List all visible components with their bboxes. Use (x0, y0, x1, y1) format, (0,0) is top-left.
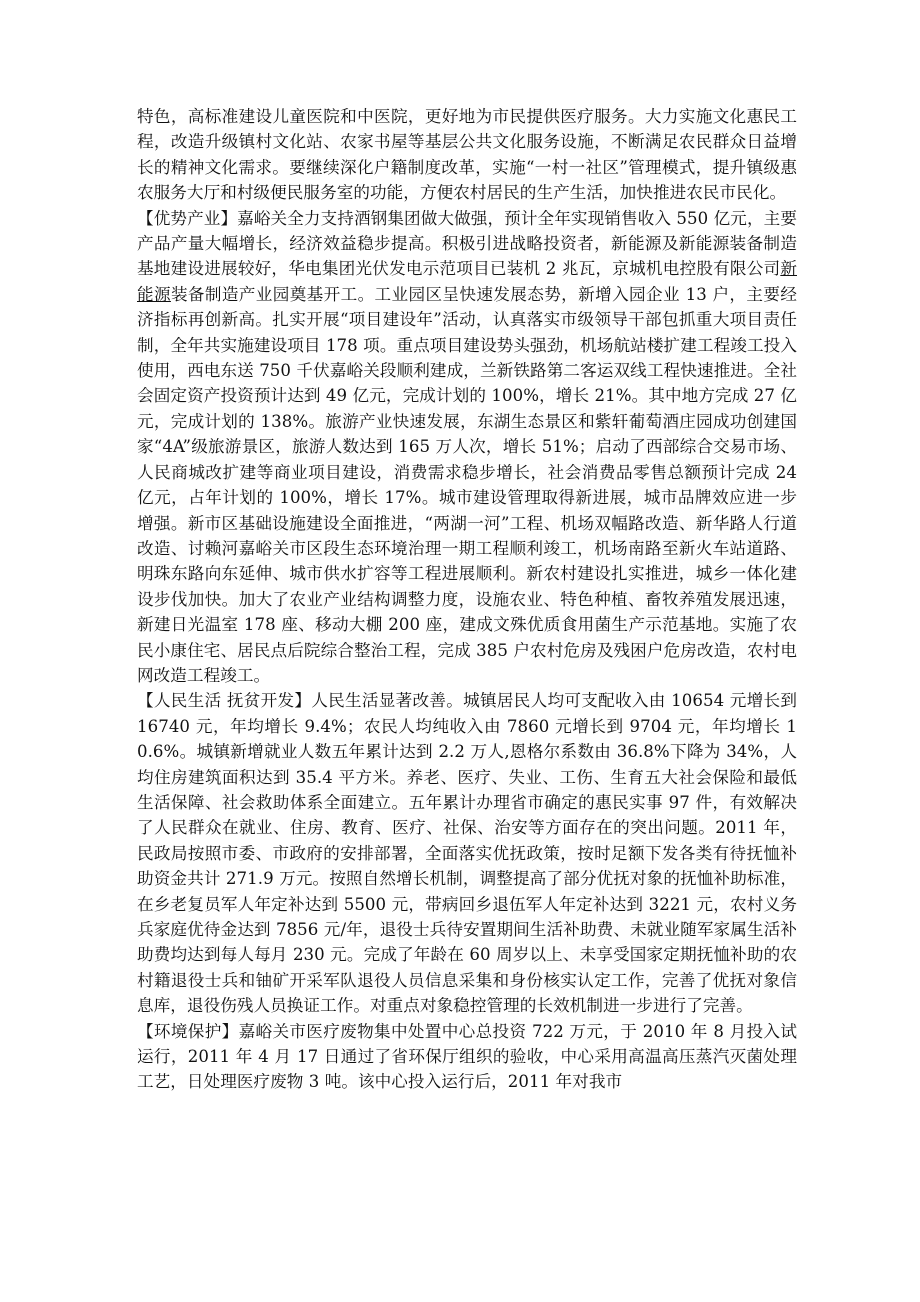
advantage-industry-text-a: 【优势产业】嘉峪关全力支持酒钢集团做大做强，预计全年实现销售收入 550 亿元，主要产品产量大幅增长，经济效益稳步提高。积极引进战略投资者，新能源及新能源装备制造基地建设进展较好，华电集团光伏发电示范项目已装机 2 兆瓦，京城机电控股有限公司 (137, 208, 797, 279)
people-livelihood-text: 【人民生活 抚贫开发】人民生活显著改善。城镇居民人均可支配收入由 10654 元增长到 16740 元，年均增长 9.4%；农民人均纯收入由 7860 元增长到 9704 元，年均增长 10.6%。城镇新增就业人数五年累计达到 2.2 万人,恩格尔系数由 36.8%下降为 34%，人均住房建筑面积达到 35.4 平方米。养老、医疗、失业、工伤、生育五大社会保险和最低生活保障、社会救助体系全面建立。五年累计办理省市确定的惠民实事 97 件，有效解决了人民群众在就业、住房、教育、医疗、社保、治安等方面存在的突出问题。2011 年，民政局按照市委、市政府的安排部署，全面落实优抚政策，按时足额下发各类有待抚恤补助资金共计 271.9 万元。按照自然增长机制，调整提高了部分优抚对象的抚恤补助标准，在乡老复员军人年定补达到 5500 元，带病回乡退伍军人年定补达到 3221 元，农村义务兵家庭优待金达到 7856 元/年，退役士兵待安置期间生活补助费、未就业随军家属生活补助费均达到每人每月 230 元。完成了年龄在 60 周岁以上、未享受国家定期抚恤补助的农村籍退役士兵和铀矿开采军队退役人员信息采集和身份核实认定工作，完善了优抚对象信息库，退役伤残人员换证工作。对重点对象稳控管理的长效机制进一步进行了完善。 (137, 691, 797, 1016)
environment-text: 【环境保护】嘉峪关市医疗废物集中处置中心总投资 722 万元，于 2010 年 8 月投入试运行，2011 年 4 月 17 日通过了省环保厅组织的验收，中心采用高温高压蒸汽灭菌处理工艺，日处理医疗废物 3 吨。该中心投入运行后，2011 年对我市 (137, 1021, 797, 1092)
advantage-industry-text-b: 装备制造产业园奠基开工。工业园区呈快速发展态势，新增入园企业 13 户，主要经济指标再创新高。扎实开展“项目建设年”活动，认真落实市级领导干部包抓重大项目责任制，全年共实施建设项目 178 项。重点项目建设势头强劲，机场航站楼扩建工程竣工投入使用，西电东送 750 千伏嘉峪关段顺利建成，兰新铁路第二客运双线工程快速推进。全社会固定资产投资预计达到 49 亿元，完成计划的 100%，增长 21%。其中地方完成 27 亿元，完成计划的 138%。旅游产业快速发展，东湖生态景区和紫轩葡萄酒庄园成功创建国家“4A”级旅游景区，旅游人数达到 165 万人次，增长 51%；启动了西部综合交易市场、人民商城改扩建等商业项目建设，消费需求稳步增长，社会消费品零售总额预计完成 24 亿元，占年计划的 100%，增长 17%。城市建设管理取得新进展，城市品牌效应进一步增强。新市区基础设施建设全面推进，“两湖一河”工程、机场双幅路改造、新华路人行道改造、讨赖河嘉峪关市区段生态环境治理一期工程顺利竣工，机场南路至新火车站道路、明珠东路向东延伸、城市供水扩容等工程进展顺利。新农村建设扎实推进，城乡一体化建设步伐加快。加大了农业产业结构调整力度，设施农业、特色种植、畜牧养殖发展迅速，新建日光温室 178 座、移动大棚 200 座，建成文殊优质食用菌生产示范基地。实施了农民小康住宅、居民点后院综合整治工程，完成 385 户农村危房及残困户危房改造，农村电网改造工程竣工。 (137, 284, 797, 685)
paragraph-environment (137, 1019, 797, 1095)
paragraph-people-livelihood (137, 688, 797, 1018)
document-page (137, 104, 797, 1095)
paragraph-intro-text: 特色，高标准建设儿童医院和中医院，更好地为市民提供医疗服务。大力实施文化惠民工程，改造升级镇村文化站、农家书屋等基层公共文化服务设施，不断满足农民群众日益增长的精神文化需求。要继续深化户籍制度改革，实施“一村一社区”管理模式，提升镇级惠农服务大厅和村级便民服务室的功能，方便农村居民的生产生活，加快推进农民市民化。 (137, 107, 797, 203)
paragraph-intro (137, 104, 797, 206)
paragraph-advantage-industry (137, 206, 797, 689)
new-energy-link[interactable]: 新能源 (137, 259, 797, 304)
